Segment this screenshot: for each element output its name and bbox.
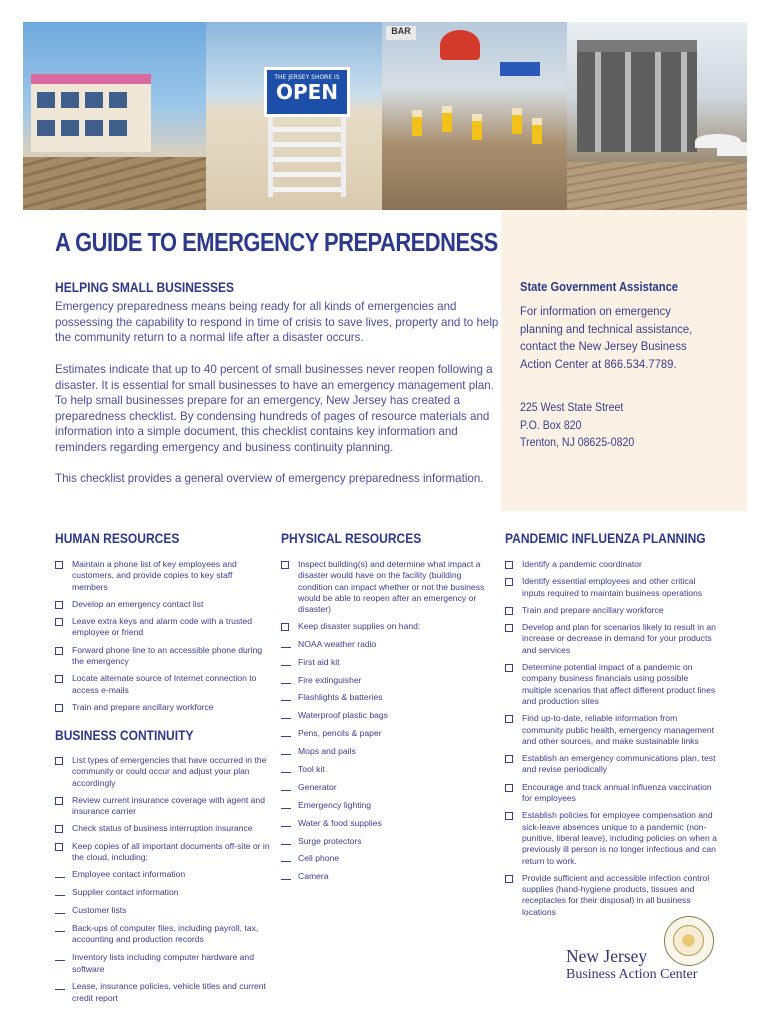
checkbox-icon[interactable] [281,623,289,631]
checklist-item[interactable]: Establish policies for employee compensation and sick-leave absences unique to a pandemic (non-punitive, liberal leave), including policies on when a previously ill person is no longer infectious and can return to work. [505,810,720,866]
checklist-item[interactable]: Leave extra keys and alarm code with a trusted employee or friend [55,616,270,639]
checklist-subitem[interactable]: Water & food supplies [281,818,494,829]
pandemic-heading: PANDEMIC INFLUENZA PLANNING [505,530,706,546]
sidebar-heading: State Government Assistance [520,279,679,294]
address-line: 225 West State Street [520,400,624,414]
checklist-subitem[interactable]: Fire extinguisher [281,675,494,686]
blank-line[interactable] [55,913,65,914]
checklist-item[interactable]: Determine potential impact of a pandemic on company business financials using possible multiple scenarios that affect different product lines and production sites [505,662,720,707]
checklist-item[interactable]: Forward phone line to an accessible phone during the emergency [55,645,270,668]
storefront-building [31,74,151,152]
checklist-item[interactable]: Review current insurance coverage with agent and insurance carrier [55,795,270,818]
physical-resources-heading: PHYSICAL RESOURCES [281,530,422,546]
checkbox-icon[interactable] [55,757,63,765]
checklist-subitem[interactable]: Cell phone [281,853,494,864]
page-title: A GUIDE TO EMERGENCY PREPAREDNESS [55,229,498,257]
checklist-item[interactable]: Develop and plan for scenarios likely to result in an increase or decrease in demand for your products and services [505,622,720,656]
physical-resources-list [281,559,494,889]
checklist-subitem[interactable]: Customer lists [55,905,270,916]
checklist-subitem[interactable]: NOAA weather radio [281,639,494,650]
page-subtitle: HELPING SMALL BUSINESSES [55,279,235,295]
blank-line[interactable] [281,647,291,648]
checkbox-icon[interactable] [55,647,63,655]
checklist-item[interactable]: Check status of business interruption insurance [55,823,270,834]
construction-workers-photo [382,22,567,210]
logo-line-1: New Jersey [566,946,648,966]
checklist-subitem[interactable]: Pens, pencils & paper [281,728,494,739]
state-seal-icon [664,916,714,966]
intro-paragraph: Estimates indicate that up to 40 percent of small businesses never reopen following a disaster. It is essential for small businesses to have an emergency management plan. To help small businesses prepare for an emergency, New Jersey has created a preparedness checklist. By condensing hundreds of pages of resource materials and information into a simple document, this checklist contains key information and reminders regarding emergency and business continuity planning. [55,363,494,454]
photo-banner [23,22,747,210]
checklist-item[interactable]: Maintain a phone list of key employees and customers, and provide copies to key staff members [55,559,270,593]
checklist-subitem[interactable]: Inventory lists including computer hardware and software [55,952,270,975]
business-continuity-heading: BUSINESS CONTINUITY [55,727,194,743]
checklist-subitem[interactable]: Back-ups of computer files, including payroll, tax, accounting and production records [55,923,270,946]
checklist-item[interactable]: Keep copies of all important documents off-site or in the cloud, including: [55,841,270,864]
intro-paragraph: Emergency preparedness means being ready for all kinds of emergencies and possessing the capability to respond in time of crisis to save lives, property and to help the community return to a normal life after a disaster occurs. [55,300,499,345]
blank-line[interactable] [281,879,291,880]
pavilion-building [577,40,697,152]
intro-paragraph: This checklist provides a general overview of emergency preparedness information. [55,472,484,485]
logo-line-2: Business Action Center [566,967,698,982]
business-continuity-list [55,755,270,1011]
open-sign-photo [206,22,382,210]
checklist-item[interactable]: Provide sufficient and accessible infection control supplies (hand-hygiene products, tissues and receptacles for their disposal) in all business locations [505,873,720,918]
checkbox-icon[interactable] [505,755,513,763]
checkbox-icon[interactable] [505,664,513,672]
checkbox-icon[interactable] [55,797,63,805]
checklist-item[interactable]: List types of emergencies that have occurred in the community or could occur and adjust your plan accordingly [55,755,270,789]
boardwalk-shops-photo [23,22,206,210]
sign-open-text: OPEN [275,80,339,104]
boardwalk-deck [567,162,747,210]
shore-open-sign [264,67,350,117]
checklist-item[interactable]: Keep disaster supplies on hand: [281,621,494,632]
blank-line[interactable] [281,700,291,701]
sidebar-address [520,399,701,452]
human-resources-list [55,559,270,719]
blank-line[interactable] [281,844,291,845]
checkbox-icon[interactable] [505,875,513,883]
checklist-subitem[interactable]: Lease, insurance policies, vehicle titles and current credit report [55,981,270,1004]
checklist-item[interactable]: Identify essential employees and other critical inputs required to maintain business operations [505,576,720,599]
blank-line[interactable] [281,683,291,684]
blank-line[interactable] [281,790,291,791]
checkbox-icon[interactable] [505,607,513,615]
checkbox-icon[interactable] [281,561,289,569]
blank-line[interactable] [281,665,291,666]
checkbox-icon[interactable] [505,578,513,586]
address-line: P.O. Box 820 [520,417,582,432]
bar-sign: BAR [386,26,416,40]
checklist-item[interactable]: Find up-to-date, reliable information from community public health, emergency management and other sources, and make sustainable links [505,713,720,747]
checkbox-icon[interactable] [55,561,63,569]
checkbox-icon[interactable] [55,843,63,851]
checkbox-icon[interactable] [505,561,513,569]
blank-line[interactable] [55,931,65,932]
checklist-item[interactable]: Train and prepare ancillary workforce [55,702,270,713]
blank-line[interactable] [281,736,291,737]
checklist-item[interactable]: Locate alternate source of Internet connection to access e-mails [55,673,270,696]
checklist-subitem[interactable]: Supplier contact information [55,887,270,898]
blank-line[interactable] [55,877,65,878]
checklist-item[interactable]: Encourage and track annual influenza vaccination for employees [505,782,720,805]
blank-line[interactable] [281,808,291,809]
checkbox-icon[interactable] [505,812,513,820]
lifeguard-stand [268,117,346,197]
checklist-subitem[interactable]: Mops and pails [281,746,494,757]
address-line: Trenton, NJ 08625-0820 [520,435,635,449]
blank-line[interactable] [55,895,65,896]
checkbox-icon[interactable] [55,601,63,609]
blue-pier-sign [500,62,540,76]
checkbox-icon[interactable] [55,675,63,683]
checklist-subitem[interactable]: Camera [281,871,494,882]
checklist-subitem[interactable]: Waterproof plastic bags [281,710,494,721]
checkbox-icon[interactable] [55,618,63,626]
checklist-subitem[interactable]: Emergency lighting [281,800,494,811]
checklist-item[interactable]: Develop an emergency contact list [55,599,270,610]
checklist-subitem[interactable]: First aid kit [281,657,494,668]
umbrella-shape [717,142,747,156]
blank-line[interactable] [281,826,291,827]
checklist-subitem[interactable]: Employee contact information [55,869,270,880]
human-resources-heading: HUMAN RESOURCES [55,530,180,546]
pavilion-photo [567,22,747,210]
checkbox-icon[interactable] [55,704,63,712]
checkbox-icon[interactable] [505,715,513,723]
sidebar-text: For information on emergency planning and technical assistance, contact the New Jersey Business Action Center at 866.534.7789. [520,304,693,371]
blank-line[interactable] [281,754,291,755]
checklist-item[interactable]: Inspect building(s) and determine what impact a disaster would have on the facility (building condition can impact whether or not the business would be able to reopen after an emergency or disaster) [281,559,494,615]
blank-line[interactable] [281,772,291,773]
blank-line[interactable] [281,861,291,862]
checkbox-icon[interactable] [55,825,63,833]
damaged-boardwalk [23,157,206,210]
blank-line[interactable] [281,718,291,719]
checklist-subitem[interactable]: Surge protectors [281,836,494,847]
blank-line[interactable] [55,960,65,961]
pandemic-list [505,559,720,924]
checklist-subitem[interactable]: Generator [281,782,494,793]
checkbox-icon[interactable] [505,784,513,792]
sign-small-text: THE JERSEY SHORE IS [274,74,340,81]
blank-line[interactable] [55,989,65,990]
pier-sign [440,30,480,60]
checklist-item[interactable]: Establish an emergency communications plan, test and revise periodically [505,753,720,776]
checkbox-icon[interactable] [505,624,513,632]
workers-group [402,100,552,160]
checklist-subitem[interactable]: Flashlights & batteries [281,692,494,703]
checklist-item[interactable]: Train and prepare ancillary workforce [505,605,720,616]
checklist-item[interactable]: Identify a pandemic coordinator [505,559,720,570]
checklist-subitem[interactable]: Tool kit [281,764,494,775]
